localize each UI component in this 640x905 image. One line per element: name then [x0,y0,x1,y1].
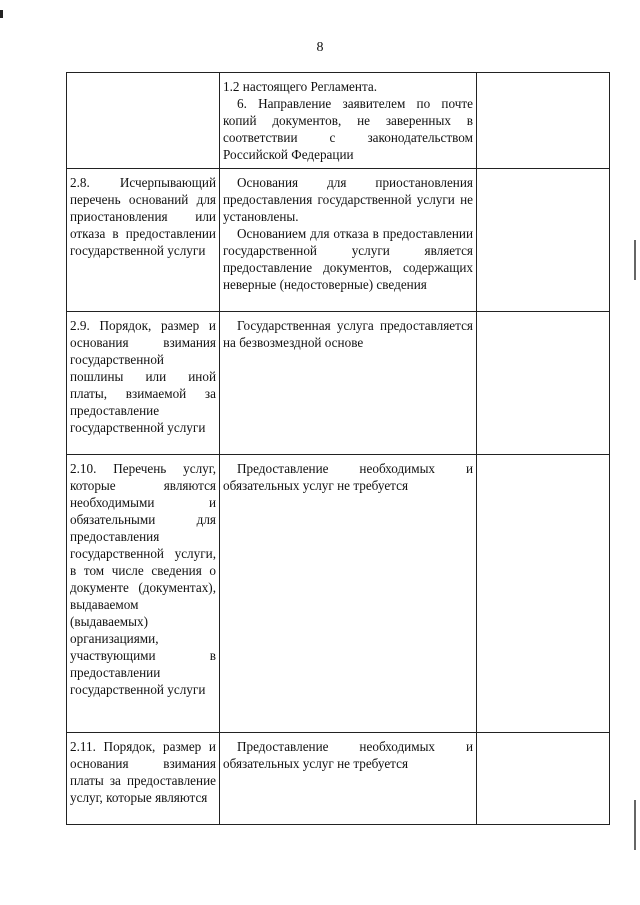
table-cell-right [477,455,610,733]
cell-paragraph: Предоставление необходимых и обязательных услуг не требуется [223,739,473,771]
table-cell-left [67,169,220,312]
table-row [67,169,610,312]
cell-paragraph: Основанием для отказа в предоставлении государственной услуги является предоставление документов, содержащих неверные (недостоверные) сведения [223,226,473,292]
cell-paragraph: Государственная услуга предоставляется на безвозмездной основе [223,318,473,350]
table-cell-middle [220,733,477,825]
cell-paragraph: Основания для приостановления предоставления государственной услуги не установлены. [223,175,473,224]
table-row [67,733,610,825]
table-cell-right [477,312,610,455]
cell-paragraph: 6. Направление заявителем по почте копий документов, не заверенных в соответствии с законодательством Российской Федерации [223,96,473,162]
cell-paragraph: Предоставление необходимых и обязательных услуг не требуется [223,461,473,493]
cell-paragraph: 2.11. Порядок, размер и основания взимания платы за предоставление услуг, которые являются [70,739,216,805]
table-cell-left [67,73,220,169]
table-row [67,455,610,733]
table-cell-left [67,455,220,733]
scan-mark [634,800,636,850]
regulation-table [66,72,610,825]
table-cell-middle [220,455,477,733]
table-row [67,312,610,455]
table-cell-right [477,73,610,169]
cell-paragraph: 2.8. Исчерпывающий перечень оснований для приостановления или отказа в предоставлении государственной услуги [70,175,216,258]
table-cell-middle [220,73,477,169]
table-cell-middle [220,169,477,312]
scan-mark [634,240,636,280]
cell-paragraph: 2.10. Перечень услуг, которые являются необходимыми и обязательными для предоставления государственной услуги, в том числе сведения о документе (документах), выдаваемом (выдаваемых) организациями, участвующими в предоставлении государственной услуги [70,461,216,697]
table-cell-right [477,733,610,825]
table-cell-left [67,312,220,455]
table-cell-right [477,169,610,312]
scan-mark [0,10,3,18]
table-cell-middle [220,312,477,455]
table-cell-left [67,733,220,825]
table-row [67,73,610,169]
cell-paragraph: 1.2 настоящего Регламента. [223,79,378,94]
cell-paragraph: 2.9. Порядок, размер и основания взимания государственной пошлины или иной платы, взимаемой за предоставление государственной услуги [70,318,216,435]
page-number: 8 [316,40,324,55]
